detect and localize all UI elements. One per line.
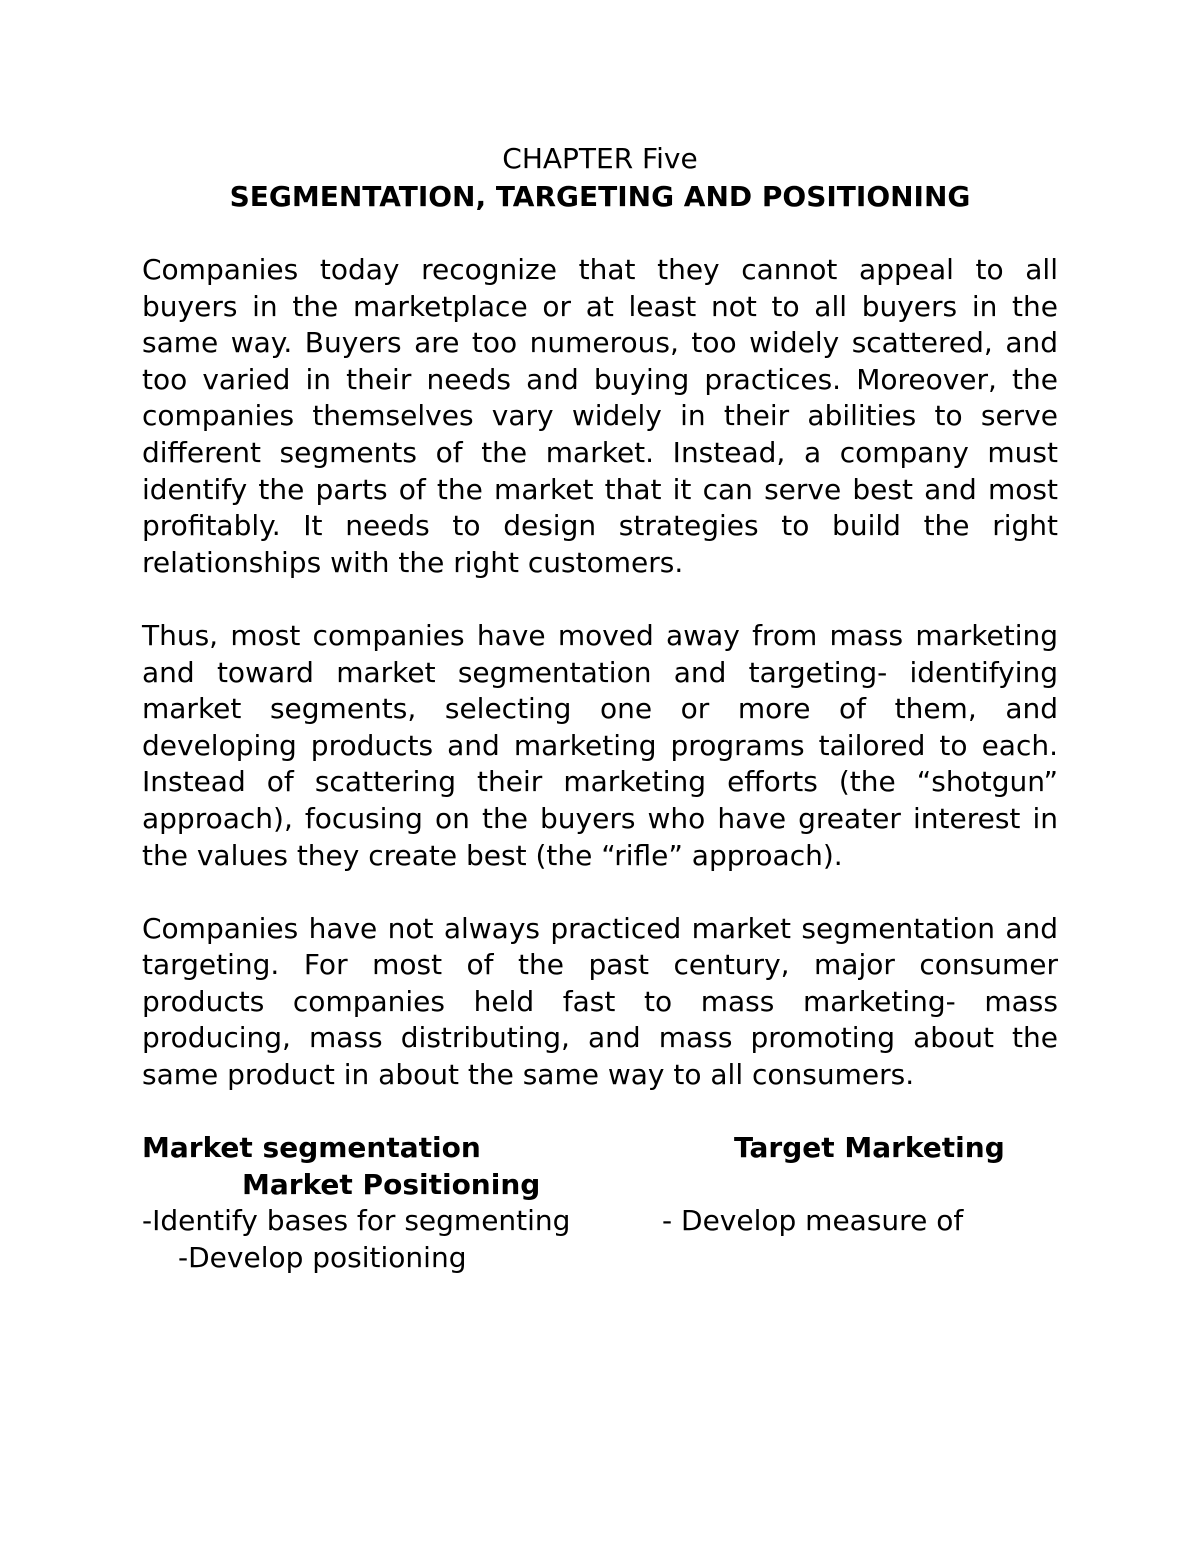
- positioning-item: -Develop positioning: [178, 1241, 467, 1275]
- paragraph-3: Companies have not always practiced market segmentation and targeting. For most of the past century, major consumer products companies held fast to mass marketing- mass producing, mass distributing, and mass promoting about the same product in about the same way to all consumers.: [142, 911, 1058, 1092]
- stp-columns: [142, 1130, 1058, 1276]
- paragraph-1: Companies today recognize that they cannot appeal to all buyers in the marketplace or at least not to all buyers in the same way. Buyers are too numerous, too widely scattered, and too varied in their needs and buying practices. Moreover, the companies themselves vary widely in their abilities to serve different segments of the market. Instead, a company must identify the parts of the market that it can serve best and most profitably. It needs to design strategies to build the right relationships with the right customers.: [142, 253, 1058, 579]
- chapter-heading: SEGMENTATION, TARGETING AND POSITIONING: [229, 180, 971, 213]
- targeting-column-title: Target Marketing: [734, 1131, 1005, 1165]
- stp-row-2: [142, 1167, 1058, 1204]
- stp-row-1: [142, 1130, 1058, 1167]
- paragraph-2: Thus, most companies have moved away from mass marketing and toward market segmentation and targeting- identifying market segments, selecting one or more of them, and developing products and marketing programs tailored to each. Instead of scattering their marketing efforts (the “shotgun” approach), focusing on the buyers who have greater interest in the values they create best (the “rifle” approach).: [142, 618, 1058, 872]
- chapter-title: CHAPTER Five: [502, 142, 698, 175]
- stp-row-4: [142, 1240, 1058, 1277]
- stp-row-3: [142, 1203, 1058, 1240]
- targeting-item: - Develop measure of: [662, 1204, 964, 1238]
- document-page: [142, 140, 1058, 1277]
- segmentation-column-title: Market segmentation: [142, 1131, 481, 1165]
- positioning-column-title: Market Positioning: [242, 1167, 541, 1201]
- segmentation-item: -Identify bases for segmenting: [142, 1204, 571, 1238]
